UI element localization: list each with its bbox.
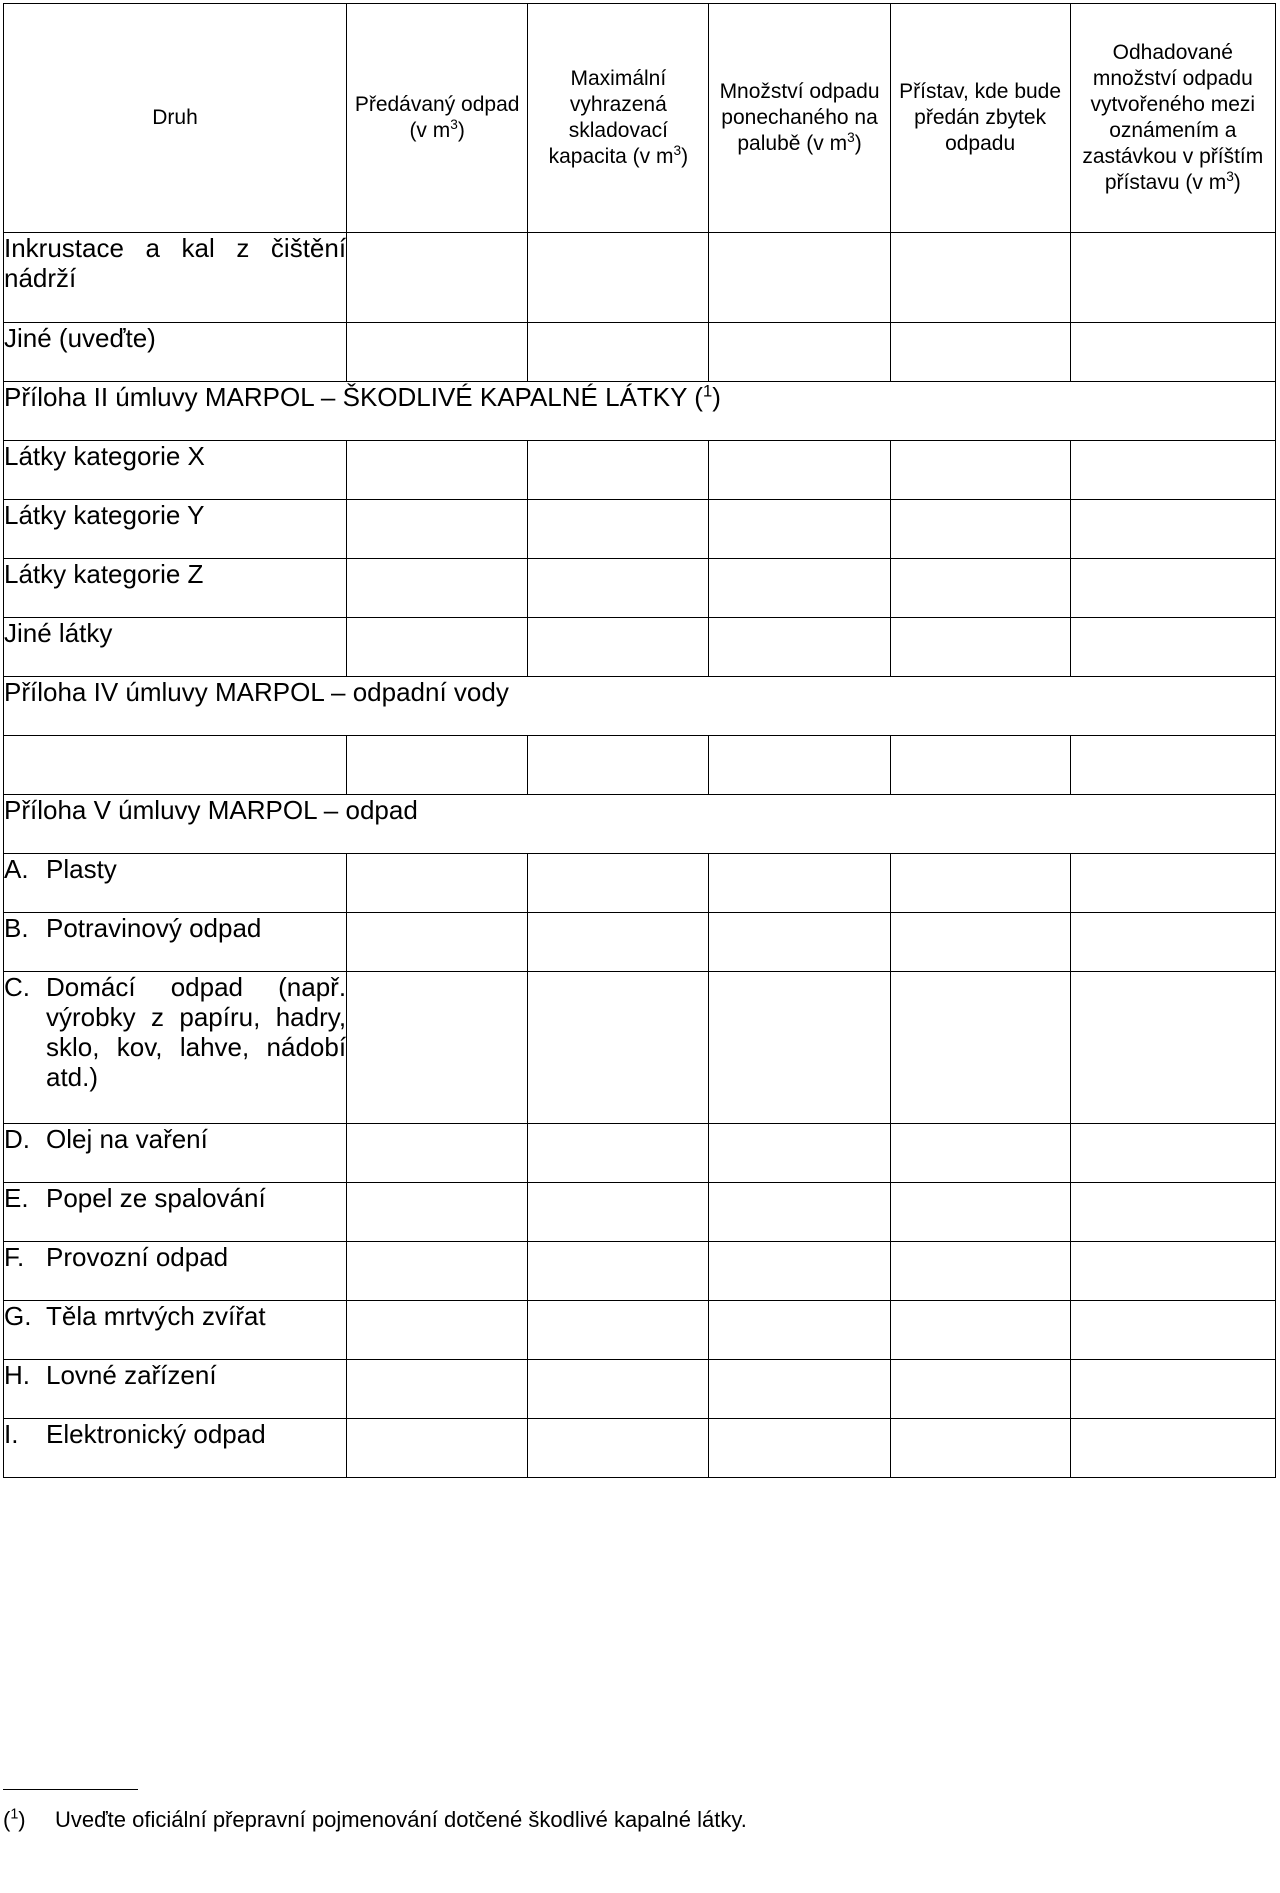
input-cell[interactable] bbox=[709, 1360, 890, 1419]
item-letter: A. bbox=[4, 854, 29, 884]
header-retained: Množství odpadu ponechaného na palubě (v $m^3$) bbox=[709, 4, 890, 233]
input-cell[interactable] bbox=[709, 441, 890, 500]
row-label: Jiné látky bbox=[4, 618, 347, 677]
input-cell[interactable] bbox=[709, 618, 890, 677]
waste-form-table bbox=[3, 3, 1276, 1478]
header-max-capacity: Maximální vyhrazená skladovací kapacita (v $m^3$) bbox=[528, 4, 709, 233]
input-cell[interactable] bbox=[890, 913, 1070, 972]
header-delivered: Předávaný odpad (v $m^3$) bbox=[347, 4, 528, 233]
input-cell[interactable] bbox=[890, 1183, 1070, 1242]
input-cell[interactable] bbox=[890, 323, 1070, 382]
input-cell[interactable] bbox=[709, 1183, 890, 1242]
input-cell[interactable] bbox=[709, 233, 890, 323]
item-letter: D. bbox=[4, 1124, 30, 1154]
input-cell[interactable] bbox=[347, 618, 528, 677]
table-row bbox=[4, 854, 1276, 913]
input-cell[interactable] bbox=[528, 736, 709, 795]
item-letter: C. bbox=[4, 972, 30, 1002]
input-cell[interactable] bbox=[528, 854, 709, 913]
input-cell[interactable] bbox=[347, 500, 528, 559]
input-cell[interactable] bbox=[347, 1360, 528, 1419]
footnote-text: Uveďte oficiální přepravní pojmenování dotčené škodlivé kapalné látky. bbox=[55, 1807, 747, 1832]
input-cell[interactable] bbox=[528, 1124, 709, 1183]
input-cell[interactable] bbox=[709, 854, 890, 913]
section-row bbox=[4, 795, 1276, 854]
input-cell[interactable] bbox=[347, 1301, 528, 1360]
table-row bbox=[4, 1360, 1276, 1419]
input-cell[interactable] bbox=[890, 1360, 1070, 1419]
item-text: Potravinový odpad bbox=[46, 913, 262, 943]
input-cell[interactable] bbox=[890, 500, 1070, 559]
input-cell[interactable] bbox=[709, 972, 890, 1124]
input-cell[interactable] bbox=[890, 736, 1070, 795]
header-row bbox=[4, 4, 1276, 233]
input-cell[interactable] bbox=[528, 1419, 709, 1478]
footnote-mark: ($^1$) bbox=[3, 1806, 26, 1832]
row-label bbox=[4, 972, 347, 1124]
table-row bbox=[4, 1242, 1276, 1301]
row-label bbox=[4, 854, 347, 913]
row-label: Látky kategorie Z bbox=[4, 559, 347, 618]
item-letter: I. bbox=[4, 1419, 19, 1449]
input-cell[interactable] bbox=[347, 233, 528, 323]
input-cell[interactable] bbox=[528, 1242, 709, 1301]
section-annex-2: Příloha II úmluvy MARPOL – ŠKODLIVÉ KAPALNÉ LÁTKY ($^1$) bbox=[4, 382, 1276, 441]
input-cell[interactable] bbox=[347, 323, 528, 382]
row-label: Látky kategorie X bbox=[4, 441, 347, 500]
row-label bbox=[4, 913, 347, 972]
row-label: Inkrustace a kal z čištění nádrží bbox=[4, 233, 347, 323]
row-label bbox=[4, 1242, 347, 1301]
input-cell[interactable] bbox=[528, 323, 709, 382]
item-letter: G. bbox=[4, 1301, 32, 1331]
row-label bbox=[4, 1419, 347, 1478]
table-row bbox=[4, 559, 1276, 618]
input-cell[interactable] bbox=[890, 972, 1070, 1124]
table-row bbox=[4, 1183, 1276, 1242]
input-cell[interactable] bbox=[347, 913, 528, 972]
table-row bbox=[4, 233, 1276, 323]
input-cell[interactable] bbox=[890, 618, 1070, 677]
input-cell[interactable] bbox=[1070, 1124, 1275, 1183]
item-text: Popel ze spalování bbox=[46, 1183, 266, 1213]
input-cell[interactable] bbox=[1070, 1360, 1275, 1419]
input-cell[interactable] bbox=[347, 1183, 528, 1242]
input-cell[interactable] bbox=[528, 913, 709, 972]
input-cell[interactable] bbox=[347, 854, 528, 913]
row-label bbox=[4, 1360, 347, 1419]
input-cell[interactable] bbox=[890, 559, 1070, 618]
input-cell[interactable] bbox=[1070, 441, 1275, 500]
item-text: Lovné zařízení bbox=[46, 1360, 217, 1390]
input-cell[interactable] bbox=[1070, 559, 1275, 618]
input-cell[interactable] bbox=[1070, 618, 1275, 677]
input-cell[interactable] bbox=[1070, 913, 1275, 972]
input-cell[interactable] bbox=[890, 233, 1070, 323]
input-cell[interactable] bbox=[528, 1183, 709, 1242]
input-cell[interactable] bbox=[347, 1242, 528, 1301]
input-cell[interactable] bbox=[4, 736, 347, 795]
input-cell[interactable] bbox=[1070, 854, 1275, 913]
item-letter: H. bbox=[4, 1360, 30, 1390]
input-cell[interactable] bbox=[709, 559, 890, 618]
table-row bbox=[4, 323, 1276, 382]
table-row bbox=[4, 1419, 1276, 1478]
input-cell[interactable] bbox=[1070, 1419, 1275, 1478]
input-cell[interactable] bbox=[528, 1360, 709, 1419]
table-row bbox=[4, 441, 1276, 500]
input-cell[interactable] bbox=[347, 559, 528, 618]
input-cell[interactable] bbox=[709, 736, 890, 795]
input-cell[interactable] bbox=[709, 500, 890, 559]
input-cell[interactable] bbox=[890, 1419, 1070, 1478]
input-cell[interactable] bbox=[890, 1242, 1070, 1301]
header-port: Přístav, kde bude předán zbytek odpadu bbox=[890, 4, 1070, 233]
row-label: Látky kategorie Y bbox=[4, 500, 347, 559]
item-letter: E. bbox=[4, 1183, 29, 1213]
input-cell[interactable] bbox=[1070, 736, 1275, 795]
input-cell[interactable] bbox=[709, 1124, 890, 1183]
input-cell[interactable] bbox=[709, 1242, 890, 1301]
footnote-separator bbox=[3, 1789, 138, 1790]
input-cell[interactable] bbox=[1070, 500, 1275, 559]
input-cell[interactable] bbox=[709, 1419, 890, 1478]
input-cell[interactable] bbox=[1070, 323, 1275, 382]
input-cell[interactable] bbox=[347, 736, 528, 795]
row-label bbox=[4, 1124, 347, 1183]
section-row bbox=[4, 382, 1276, 441]
header-type: Druh bbox=[4, 4, 347, 233]
input-cell[interactable] bbox=[1070, 1183, 1275, 1242]
footnote bbox=[3, 1806, 747, 1834]
input-cell[interactable] bbox=[709, 1301, 890, 1360]
header-estimated: Odhadované množství odpadu vytvořeného mezi oznámením a zastávkou v příštím přístavu (v $m^3$) bbox=[1070, 4, 1275, 233]
item-letter: F. bbox=[4, 1242, 25, 1272]
item-text: Plasty bbox=[46, 854, 117, 884]
item-text: Domácí odpad (např. výrobky z papíru, hadry, sklo, kov, lahve, nádobí atd.) bbox=[46, 972, 347, 1092]
input-cell[interactable] bbox=[890, 1301, 1070, 1360]
input-cell[interactable] bbox=[890, 441, 1070, 500]
table-row bbox=[4, 1124, 1276, 1183]
input-cell[interactable] bbox=[528, 500, 709, 559]
input-cell[interactable] bbox=[347, 1419, 528, 1478]
input-cell[interactable] bbox=[1070, 1301, 1275, 1360]
item-text: Olej na vaření bbox=[46, 1124, 208, 1154]
input-cell[interactable] bbox=[1070, 1242, 1275, 1301]
item-text: Elektronický odpad bbox=[46, 1419, 266, 1449]
table-row bbox=[4, 736, 1276, 795]
input-cell[interactable] bbox=[890, 1124, 1070, 1183]
item-text: Provozní odpad bbox=[46, 1242, 229, 1272]
input-cell[interactable] bbox=[709, 323, 890, 382]
item-letter: B. bbox=[4, 913, 29, 943]
table-row bbox=[4, 913, 1276, 972]
row-label: Jiné (uveďte) bbox=[4, 323, 347, 382]
input-cell[interactable] bbox=[1070, 233, 1275, 323]
input-cell[interactable] bbox=[528, 233, 709, 323]
input-cell[interactable] bbox=[347, 1124, 528, 1183]
item-text: Těla mrtvých zvířat bbox=[46, 1301, 266, 1331]
input-cell[interactable] bbox=[528, 618, 709, 677]
section-annex-4: Příloha IV úmluvy MARPOL – odpadní vody bbox=[4, 677, 1276, 736]
input-cell[interactable] bbox=[709, 913, 890, 972]
input-cell[interactable] bbox=[528, 441, 709, 500]
input-cell[interactable] bbox=[890, 854, 1070, 913]
row-label bbox=[4, 1301, 347, 1360]
table-row bbox=[4, 500, 1276, 559]
input-cell[interactable] bbox=[347, 972, 528, 1124]
section-row bbox=[4, 677, 1276, 736]
input-cell[interactable] bbox=[528, 559, 709, 618]
input-cell[interactable] bbox=[528, 1301, 709, 1360]
row-label bbox=[4, 1183, 347, 1242]
input-cell[interactable] bbox=[1070, 972, 1275, 1124]
input-cell[interactable] bbox=[528, 972, 709, 1124]
table-row bbox=[4, 1301, 1276, 1360]
input-cell[interactable] bbox=[347, 441, 528, 500]
table-row bbox=[4, 972, 1276, 1124]
table-row bbox=[4, 618, 1276, 677]
section-annex-5: Příloha V úmluvy MARPOL – odpad bbox=[4, 795, 1276, 854]
